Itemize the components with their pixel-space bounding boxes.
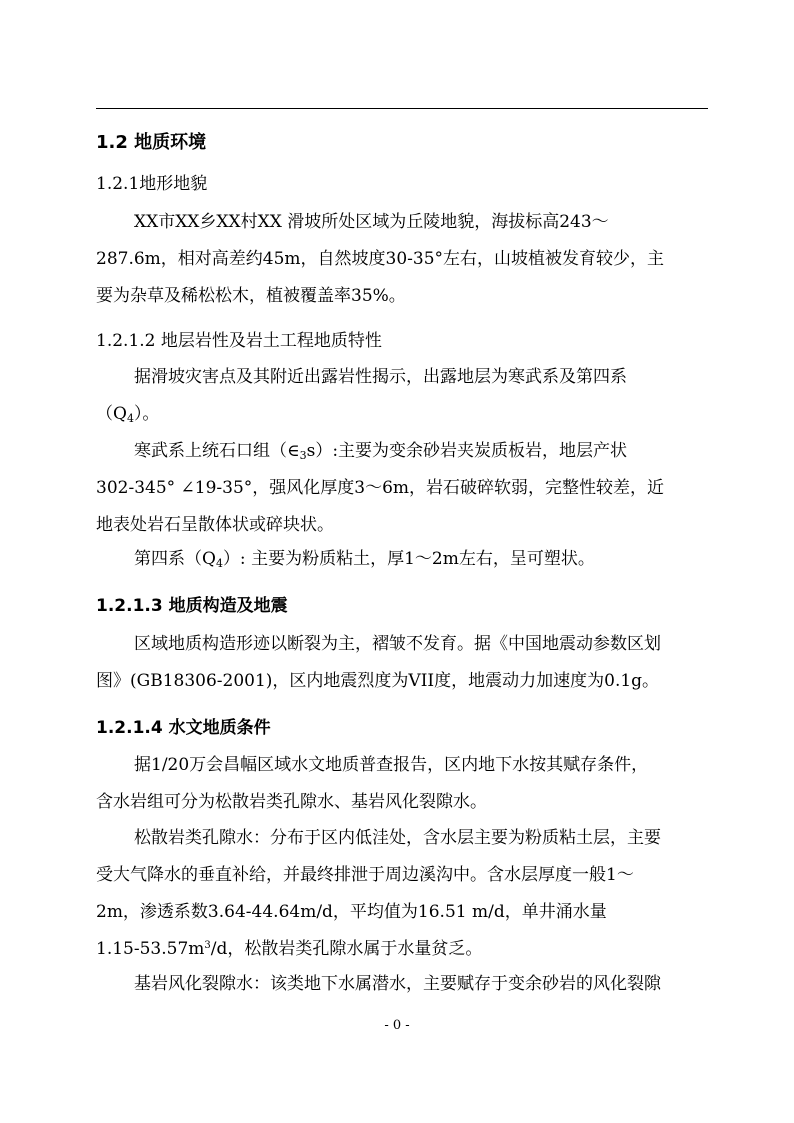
hydro-intro-line-2: 含水岩组可分为松散岩类孔隙水、基岩风化裂隙水。 (96, 792, 487, 812)
pore-water-line-1: 松散岩类孔隙水：分布于区内低洼处，含水层主要为粉质粘土层，主要 (134, 828, 661, 848)
pore-water-line-2: 受大气降水的垂直补给，并最终排泄于周边溪沟中。含水层厚度一般1～ (96, 865, 634, 885)
landform-paragraph (96, 204, 708, 315)
structure-line-2: 图》(GB18306-2001)，区内地震烈度为VII度，地震动力加速度为0.1g。 (96, 671, 660, 691)
pore-water-paragraph (96, 820, 708, 968)
section-heading-1-2: 1.2 地质环境 (96, 132, 207, 153)
subsection-heading-1-2-1-4: 1.2.1.4 水文地质条件 (96, 718, 271, 738)
cambrian-paragraph (96, 433, 708, 544)
landform-line-3: 要为杂草及稀松松木，植被覆盖率35%。 (96, 286, 406, 306)
pore-water-line-4: $1.15-53.57m^3/d$，松散岩类孔隙水属于水量贫乏。 (96, 939, 483, 959)
cambrian-line-3: 地表处岩石呈散体状或碎块状。 (96, 515, 334, 535)
pore-water-line-3: 2m，渗透系数3.64-44.64m/d，平均值为16.51 m/d，单井涌水量 (96, 902, 607, 922)
strata-line-1: 据滑坡灾害点及其附近出露岩性揭示，出露地层为寒武系及第四系 (134, 367, 627, 387)
subsection-heading-1-2-1: 1.2.1地形地貌 (96, 174, 208, 194)
hydro-intro-line-1: 据1/20万会昌幅区域水文地质普查报告，区内地下水按其赋存条件， (134, 755, 649, 775)
cambrian-line-1: 寒武系上统石口组$(\in_3s)$:主要为变余砂岩夹炭质板岩，地层产状 (134, 441, 628, 462)
quaternary-paragraph: 第四系$(Q_4)$: 主要为粉质粘土，厚1～2m左右，呈可塑状。 (134, 549, 595, 570)
header-rule (96, 108, 708, 109)
structure-line-1: 区域地质构造形迹以断裂为主，褶皱不发育。据《中国地震动参数区划 (134, 634, 661, 654)
subsection-heading-1-2-1-3: 1.2.1.3 地质构造及地震 (96, 596, 288, 616)
cambrian-line-2: 302-345° ∠19-35°，强风化厚度3～6m，岩石破碎软弱，完整性较差，近 (96, 478, 665, 498)
strata-line-2: $(Q_4)$。 (96, 404, 160, 425)
strata-paragraph (96, 359, 708, 433)
landform-line-1: XX市XX乡XX村XX 滑坡所处区域为丘陵地貌，海拔标高243～ (134, 212, 609, 232)
landform-line-2: 287.6m，相对高差约45m，自然坡度30-35°左右，山坡植被发育较少，主 (96, 249, 665, 269)
subsection-heading-1-2-1-2: 1.2.1.2 地层岩性及岩土工程地质特性 (96, 331, 382, 351)
page-number: - 0 - (384, 1018, 410, 1033)
hydro-intro-paragraph (96, 747, 708, 821)
bedrock-water-paragraph: 基岩风化裂隙水：该类地下水属潜水，主要赋存于变余砂岩的风化裂隙 (134, 974, 661, 994)
structure-paragraph (96, 626, 708, 700)
